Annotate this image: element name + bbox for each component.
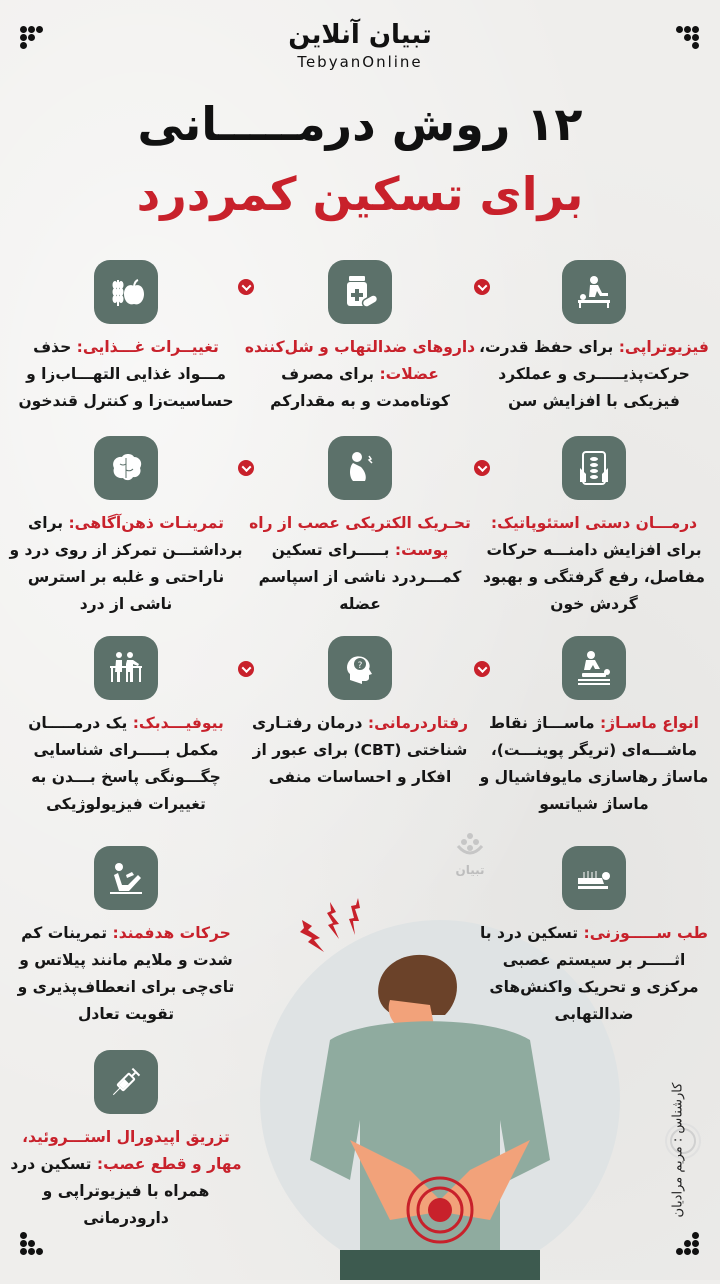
item-heading: تمرینـات ذهن‌آگاهی: — [68, 514, 224, 532]
item-body: تسکین درد با اثـــــر بر سیستم عصبی مرکزی و تحریک واکنش‌های ضدالتهابی — [479, 924, 699, 1023]
logo-persian: تبیان آنلاین — [288, 20, 432, 50]
item-heading: فیزیوتراپی: — [618, 338, 709, 356]
item-body: ماســـاژ نقاط ماشـــه‌ای (تریگر پوینـــت)، ماساژ رهاسازی مایوفاشیال و ماساژ شیاتسو — [479, 714, 709, 813]
item-osteopathic — [476, 436, 712, 618]
item-heading: تحـریک الکتریکی عصب از راه پوست: — [249, 514, 471, 559]
item-physiotherapy — [476, 260, 712, 415]
biofeedback-walking-icon — [94, 636, 158, 700]
nerve-stimulation-icon — [328, 436, 392, 500]
item-heading: حرکات هدفمند: — [112, 924, 231, 942]
item-heading: انواع ماسـاژ: — [599, 714, 700, 732]
syringe-icon — [94, 1050, 158, 1114]
chevron-marker-icon — [474, 460, 490, 476]
item-diet — [8, 260, 244, 415]
brain-icon — [94, 436, 158, 500]
author-credit: کارشناس : مریم مرادیان — [670, 1082, 686, 1218]
chevron-marker-icon — [238, 279, 254, 295]
item-body: تمرینات کم شدت و ملایم مانند پیلاتس و تای‌چی برای انعطاف‌پذیری و تقویت تعادل — [17, 924, 235, 1023]
acupuncture-icon — [562, 846, 626, 910]
massage-icon — [562, 636, 626, 700]
exercise-icon — [94, 846, 158, 910]
chevron-marker-icon — [238, 460, 254, 476]
item-body: برای مصرف کوتاه‌مدت و به مقدارکم — [270, 365, 450, 410]
item-targeted-exercise — [8, 846, 244, 1028]
item-body: برای حفظ قدرت، حرکت‌پذیـــــری و عملکرد فیزیکی با افزایش سن — [479, 338, 690, 410]
chevron-marker-icon — [474, 279, 490, 295]
page-title: ۱۲ روش درمـــــانی — [137, 97, 583, 151]
item-medications — [242, 260, 478, 415]
item-body: درمان رفتـاری شناختی (CBT) برای عبور از افکار و احساسات منفی — [251, 714, 468, 786]
logo-english: TebyanOnline — [297, 53, 423, 71]
svg-text:?: ? — [357, 661, 363, 671]
physiotherapy-icon — [562, 260, 626, 324]
item-heading: تغییــرات غـــذایی: — [76, 338, 219, 356]
item-biofeedback — [8, 636, 244, 818]
item-massage — [476, 636, 712, 818]
diet-apple-wheat-icon — [94, 260, 158, 324]
item-heading: داروهای ضدالتهاب و شل‌کننده عضلات: — [244, 338, 476, 383]
item-body: حذف مـــواد غذایی التهـــاب‌زا و حساسیت‌زا و کنترل قندخون — [18, 338, 234, 410]
item-heading: بیوفیـــدبک: — [132, 714, 224, 732]
osteopathic-spine-icon — [562, 436, 626, 500]
watermark-text: تبیان — [455, 863, 485, 877]
item-cbt — [242, 636, 478, 791]
item-heading: درمـــان دستی استئوپاتیک: — [490, 514, 698, 532]
item-tens — [242, 436, 478, 618]
item-acupuncture — [476, 846, 712, 1028]
item-heading: رفتاردرمانی: — [367, 714, 469, 732]
item-body: یک درمـــــان مکمل بـــــرای شناسایی چگـــونگی پاسخ بـــدن به تغییرات فیزیولوژیکی — [28, 714, 221, 813]
item-body: برای برداشتـــن تمرکز از روی درد و ناراحتی و غلبه بر استرس ناشی از درد — [9, 514, 243, 613]
item-heading: طب ســـــوزنی: — [583, 924, 709, 942]
item-mindfulness — [8, 436, 244, 618]
item-body: تسکین درد همراه با فیزیوتراپی و دارودرمانی — [10, 1155, 210, 1227]
medicine-pills-icon — [328, 260, 392, 324]
item-heading: تزریق اپیدورال استـــروئید، مهار و قطع عصب: — [22, 1128, 242, 1173]
page-subtitle: برای تسکین کمردرد — [136, 167, 584, 221]
corner-dots-icon — [20, 1232, 48, 1260]
brand-header — [0, 18, 720, 72]
item-epidural-injection — [8, 1050, 244, 1232]
chevron-marker-icon — [238, 661, 254, 677]
item-body: بـــــرای تسکین کمـــردرد ناشی از اسپاسم عضله — [258, 541, 462, 613]
head-question-icon — [328, 636, 392, 700]
chevron-marker-icon — [474, 661, 490, 677]
item-body: برای افزایش دامنـــه حرکات مفاصل، رفع گرفتگی و بهبود گردش خون — [482, 541, 706, 613]
